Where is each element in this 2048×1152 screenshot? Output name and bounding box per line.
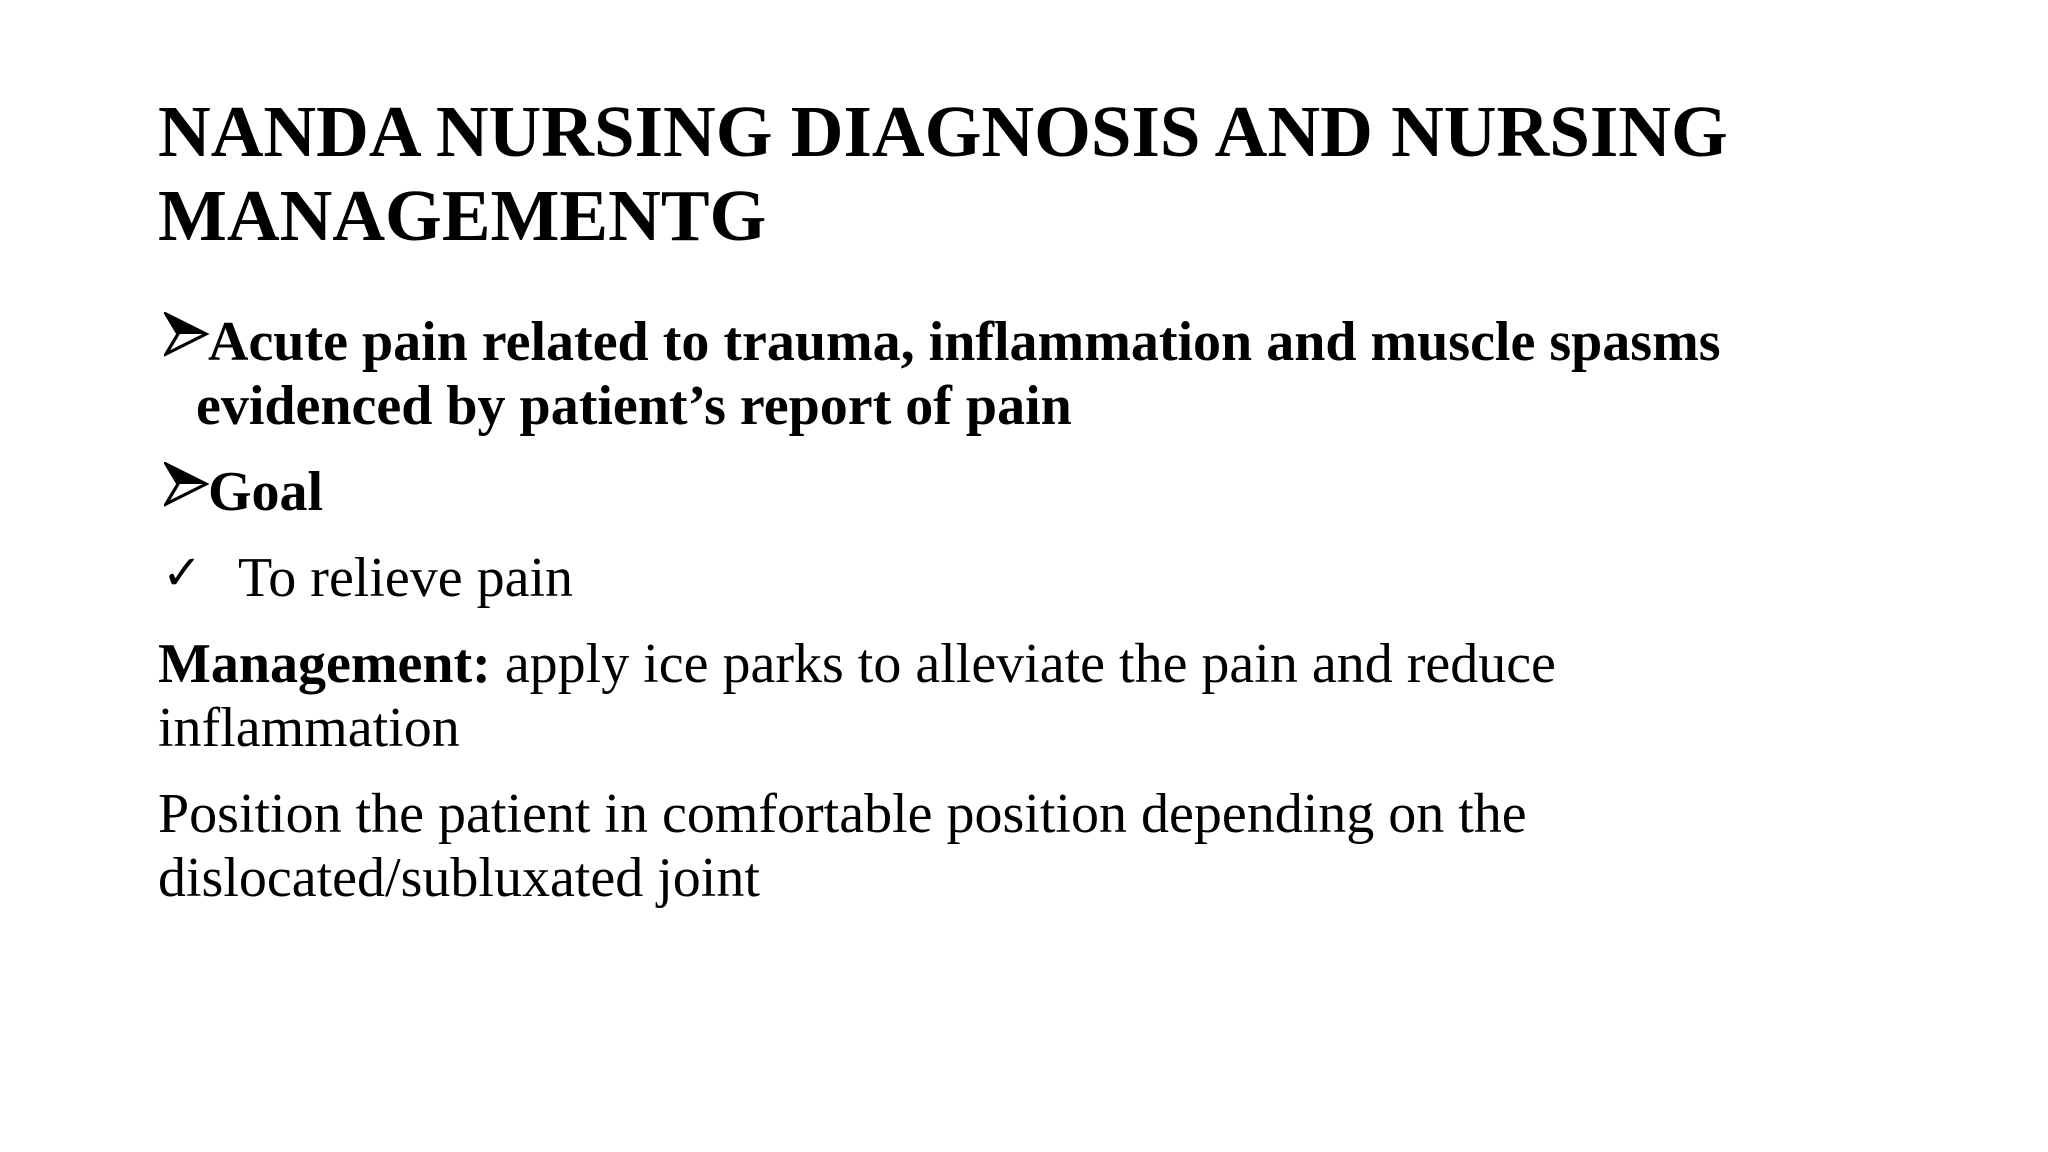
management-paragraph xyxy=(158,632,1958,760)
management-text-line-2: inflammation xyxy=(158,697,460,759)
goal-item-text: To relieve pain xyxy=(238,547,574,609)
position-line-2: dislocated/subluxated joint xyxy=(158,847,760,909)
management-label: Management: xyxy=(158,633,491,695)
goal-label: Goal xyxy=(208,461,324,523)
arrowhead-bullet-icon xyxy=(164,312,210,358)
slide-title-line-1: NANDA NURSING DIAGNOSIS AND NURSING xyxy=(158,91,1728,172)
position-line-1: Position the patient in comfortable position depending on the xyxy=(158,783,1527,845)
checkmark-bullet-icon: ✓ xyxy=(162,547,203,600)
goal-item xyxy=(158,546,1958,610)
diagnosis-line-2: evidenced by patient’s report of pain xyxy=(196,375,1072,437)
position-paragraph xyxy=(158,782,1958,910)
slide-title xyxy=(158,90,1958,258)
slide-title-line-2: MANAGEMENTG xyxy=(158,175,767,256)
diagnosis-line-1: Acute pain related to trauma, inflammation and muscle spasms xyxy=(208,311,1721,373)
management-line-1 xyxy=(158,632,1958,696)
arrowhead-bullet-icon xyxy=(164,462,210,508)
slide-body xyxy=(158,310,1958,910)
management-text-line-1: apply ice parks to alleviate the pain and reduce xyxy=(490,633,1556,695)
diagnosis-bullet xyxy=(158,310,1958,438)
goal-bullet xyxy=(158,460,1958,524)
